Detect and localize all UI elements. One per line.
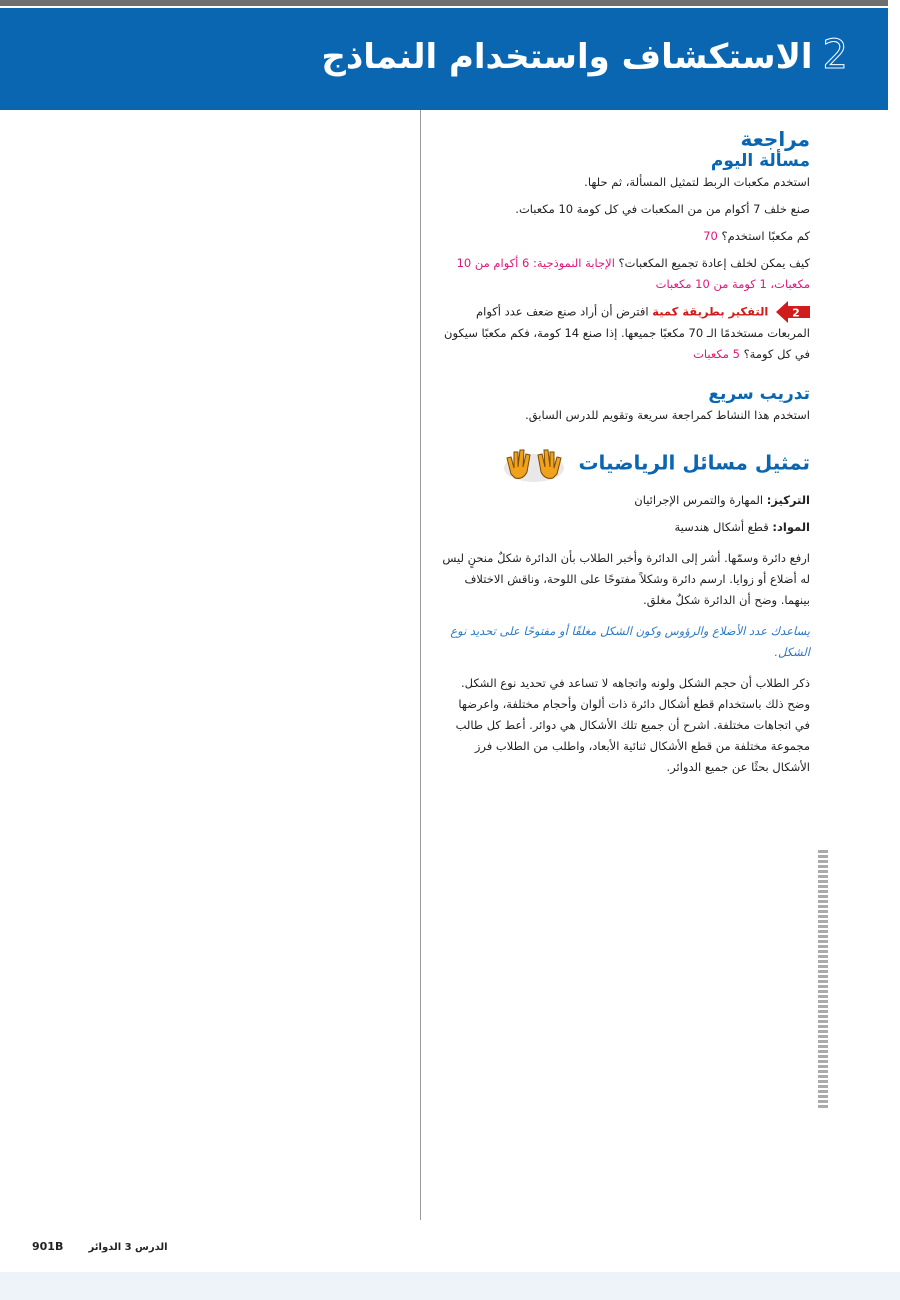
challenge-arrow-icon [776,301,810,323]
materials-label: المواد: [772,520,810,534]
hands-icon [503,444,565,484]
bottom-band [0,1272,900,1300]
answer-1: 70 [703,229,718,243]
footer-lesson: الدرس 3 الدوائر [88,1242,168,1253]
problem-intro: استخدم مكعبات الربط لتمثيل المسألة، ثم حلها. [584,175,810,189]
question-1-text: كم مكعبًا استخدم؟ [721,229,810,243]
activity-heading-row [442,444,810,484]
activity-paragraph-2: ذكر الطلاب أن حجم الشكل ولونه واتجاهه لا تساعد في تحديد نوع الشكل. وضح ذلك باستخدام قطع أشكال دائرة ذات ألوان وأحجام مختلفة، واعرضها في اتجاهات مختلفة. اشرح أن جميع تلك الأشكال هي دوائر. أعط كل طالب مجموعة مختلفة من قطع الأشكال ثنائية الأبعاد، واطلب من الطلاب فرز الأشكال بحثًا عن جميع الدوائر. [455,676,810,774]
focus-label: التركيز: [766,493,810,507]
top-rule [0,0,888,6]
page-number: 901B [32,1240,64,1253]
chapter-title [321,32,848,78]
activity-paragraph-1: ارفع دائرة وسمّها. أشر إلى الدائرة وأخبر الطلاب بأن الدائرة شكلٌ منحنٍ ليس له أضلاع أو زوايا. ارسم دائرة وشكلاً مفتوحًا على اللوحة، وناقش الاختلاف بينهما. وضح أن الدائرة شكلٌ مغلق. [442,551,810,607]
activity-heading: تمثيل مسائل الرياضيات [578,450,810,475]
quick-practice-text: استخدم هذا النشاط كمراجعة سريعة وتقويم للدرس السابق. [525,408,810,422]
materials-line [442,517,810,538]
problem-of-day-heading: مسألة اليوم [710,151,810,171]
quick-practice-heading: تدريب سريع [708,384,810,404]
vertical-credit-text [818,850,828,1110]
materials-text: قطع أشكال هندسية [674,520,769,534]
review-heading: مراجعة [740,127,810,151]
focus-line [442,490,810,511]
chapter-title-text: الاستكشاف واستخدام النماذج [321,37,813,77]
challenge-text: افترض أن أراد صنع ضعف عدد أكوام المربعات مستخدمًا الـ 70 مكعبًا جميعها. إذا صنع 14 كومة، فكم مكعبًا سيكون في كل كومة؟ [444,304,810,361]
right-column [442,128,810,778]
problem-question-1 [442,226,810,247]
column-divider [420,110,421,1220]
problem-question-2 [442,253,810,295]
answer-2: الإجابة النموذجية: 6 أكوام من 10 مكعبات، 1 كومة من 10 مكعبات [456,256,810,291]
question-2-text: كيف يمكن لخلف إعادة تجميع المكعبات؟ [618,256,810,270]
chapter-number: 2 [822,32,848,78]
problem-statement: صنع خلف 7 أكوام من من المكعبات في كل كومة 10 مكعبات. [515,202,810,216]
chapter-header-banner [0,8,888,110]
focus-text: المهارة والتمرس الإجرائيان [634,493,764,507]
challenge-answer: 5 مكعبات [693,347,740,361]
challenge-label: التفكير بطريقة كمية [652,304,769,319]
challenge-badge-number: 2 [792,306,800,320]
page-footer [32,1240,168,1253]
activity-italic-note: يساعدك عدد الأضلاع والرؤوس وكون الشكل مغلقًا أو مفتوحًا على تحديد نوع الشكل. [450,624,810,659]
challenge-paragraph [442,301,810,365]
